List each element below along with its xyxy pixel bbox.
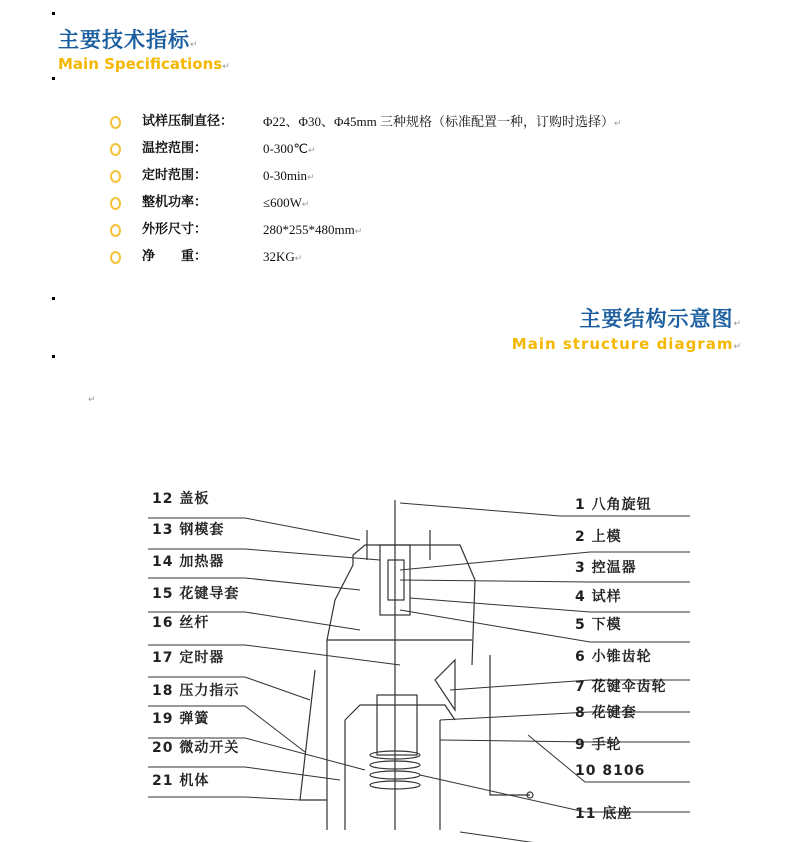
part-label: 17 定时器 — [152, 650, 225, 666]
section-title-cn: 主要技术指标↵ — [58, 28, 199, 52]
part-label: 16 丝杆 — [152, 615, 210, 631]
spec-value-text: Φ22、Φ30、Φ45mm 三种规格（标准配置一种，订购时选择） — [263, 114, 614, 129]
spec-label: 净 重： — [142, 249, 208, 264]
part-label: 7 花键伞齿轮 — [575, 679, 667, 695]
spec-value-text: ≤600W — [263, 195, 302, 210]
part-label: 12 盖板 — [152, 491, 210, 507]
spec-label: 外形尺寸： — [142, 222, 208, 237]
part-label: 9 手轮 — [575, 737, 622, 753]
spec-value: Φ22、Φ30、Φ45mm 三种规格（标准配置一种，订购时选择）↵ — [263, 114, 622, 129]
part-label: 2 上模 — [575, 529, 622, 545]
part-label: 20 微动开关 — [152, 740, 240, 756]
spec-value: 0-30min↵ — [263, 168, 315, 183]
title-en-text: Main Specifications — [58, 55, 223, 73]
return-mark: ↵ — [88, 395, 96, 405]
spec-label: 温控范围： — [142, 141, 208, 156]
spec-label: 定时范围： — [142, 168, 208, 183]
section2-title-en: Main structure diagram↵ — [511, 335, 742, 353]
spec-value: ≤600W↵ — [263, 195, 310, 210]
spec-value: 0-300℃↵ — [263, 141, 316, 156]
part-label: 8 花键套 — [575, 705, 637, 721]
part-label: 10 8106 — [575, 763, 646, 779]
title-en-text: Main structure diagram — [511, 335, 734, 353]
part-label: 1 八角旋钮 — [575, 497, 652, 513]
part-label: 6 小锥齿轮 — [575, 649, 652, 665]
part-label: 11 底座 — [575, 806, 633, 822]
spec-value-text: 0-300℃ — [263, 141, 308, 156]
spec-value: 32KG↵ — [263, 249, 303, 264]
part-label: 14 加热器 — [152, 554, 225, 570]
spec-label: 整机功率： — [142, 195, 208, 210]
part-label: 5 下模 — [575, 617, 622, 633]
part-label: 19 弹簧 — [152, 711, 210, 727]
title-text: 主要技术指标 — [58, 28, 190, 52]
section-title-en: Main Specifications↵ — [58, 55, 230, 73]
spec-value-text: 0-30min — [263, 168, 308, 183]
part-label: 3 控温器 — [575, 560, 637, 576]
machine-outline — [280, 500, 533, 842]
leader-lines — [148, 503, 690, 842]
spec-label: 试样压制直径： — [142, 114, 234, 129]
part-label: 15 花键导套 — [152, 586, 240, 602]
part-label: 13 钢模套 — [152, 522, 225, 538]
section2-title-cn: 主要结构示意图↵ — [579, 307, 742, 331]
spec-value: 280*255*480mm↵ — [263, 222, 363, 237]
title-text: 主要结构示意图 — [579, 307, 734, 331]
spec-value-text: 32KG — [263, 249, 295, 264]
part-label: 18 压力指示 — [152, 683, 240, 699]
spec-value-text: 280*255*480mm — [263, 222, 355, 237]
part-label: 4 试样 — [575, 589, 622, 605]
part-label: 21 机体 — [152, 773, 210, 789]
